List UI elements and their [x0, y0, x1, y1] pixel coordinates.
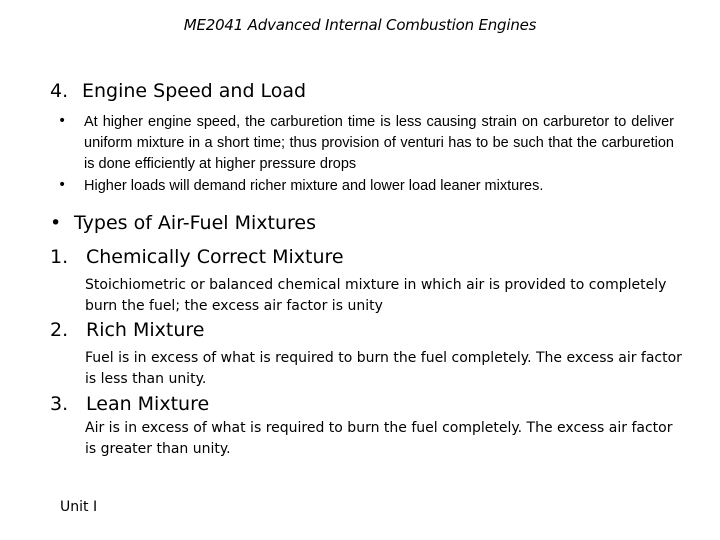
section-number: 4. [50, 80, 69, 102]
section-title: Engine Speed and Load [82, 80, 307, 102]
section-heading [50, 80, 306, 102]
page-header: ME2041 Advanced Internal Combustion Engines [183, 16, 537, 34]
mixture-heading [50, 246, 344, 268]
mixture-heading [50, 393, 209, 415]
mixture-number: 3. [50, 393, 69, 415]
mixture-title: Chemically Correct Mixture [86, 246, 344, 268]
bullet-icon: • [50, 212, 62, 234]
types-title: Types of Air-Fuel Mixtures [74, 212, 316, 234]
mixture-heading [50, 319, 205, 341]
types-heading [50, 212, 316, 234]
mixture-number: 2. [50, 319, 69, 341]
bullet-icon: • [58, 113, 67, 129]
mixture-number: 1. [50, 246, 69, 268]
mixture-description: Fuel is in excess of what is required to burn the fuel completely. The excess air factor is less than unity. [85, 350, 682, 387]
mixture-title: Rich Mixture [86, 319, 205, 341]
bullet-text-load: Higher loads will demand richer mixture and lower load leaner mixtures. [84, 178, 544, 194]
mixture-description: Stoichiometric or balanced chemical mixture in which air is provided to completely burn the fuel; the excess air factor is unity [85, 277, 667, 314]
bullet-icon: • [58, 177, 67, 193]
bullet-text-speed: At higher engine speed, the carburetion time is less causing strain on carburetor to deliver uniform mixture in a short time; thus provision of venturi has to be such that the carburetion is done efficiently at higher pressure drops [84, 114, 674, 172]
footer-unit-label: Unit I [60, 499, 98, 515]
mixture-title: Lean Mixture [86, 393, 210, 415]
mixture-description: Air is in excess of what is required to burn the fuel completely. The excess air factor is greater than unity. [85, 420, 673, 457]
